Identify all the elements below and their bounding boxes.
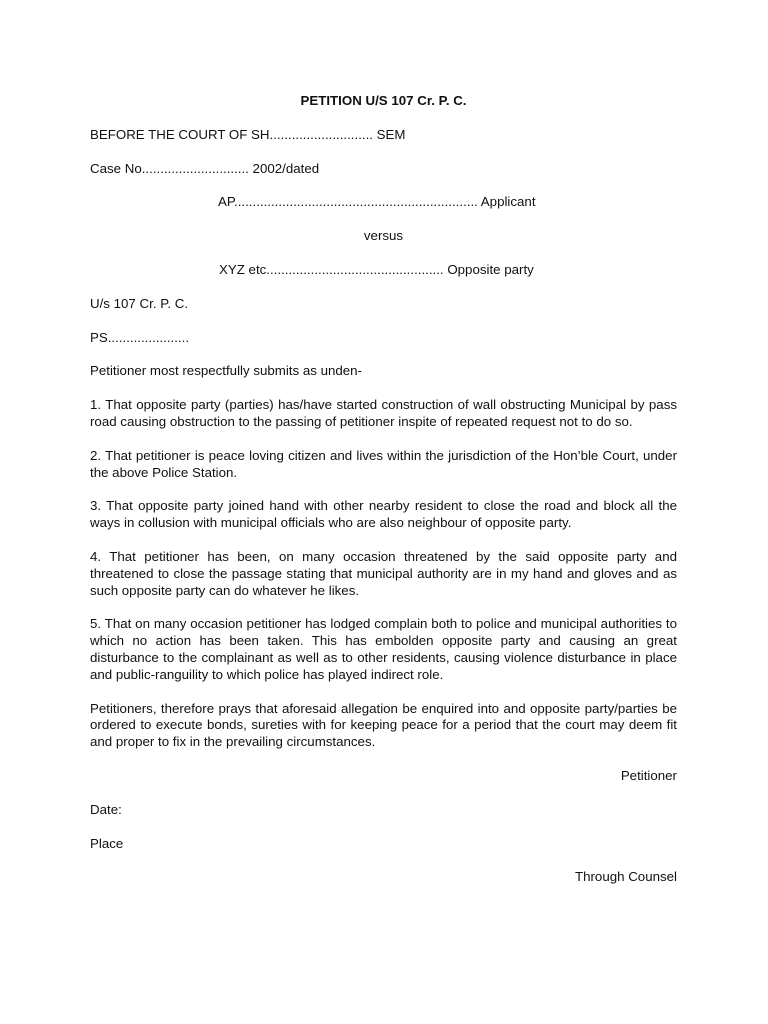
- court-line: BEFORE THE COURT OF SH............................ SEM: [90, 126, 406, 142]
- place-label: Place: [90, 835, 124, 851]
- date-label: Date:: [90, 801, 122, 817]
- paragraph-2: 2. That petitioner is peace loving citizen and lives within the jurisdiction of the Hon’ble Court, under the above Police Station.: [90, 447, 677, 480]
- counsel-label: Through Counsel: [574, 869, 677, 885]
- paragraph-1: 1. That opposite party (parties) has/have started construction of wall obstructing Municipal by pass road causing obstruction to the passing of petitioner inspite of repeated request not to do so.: [90, 397, 677, 429]
- document-title: PETITION U/S 107 Cr. P. C.: [300, 93, 467, 108]
- paragraph-5: 5. That on many occasion petitioner has lodged complain both to police and municipal authorities to which no action has been taken. This has embolden opposite party and causing an great disturbance to the complainant as well as to other residents, causing violence disturbance in place and public-ranguility to which police has played indirect role.: [90, 616, 677, 682]
- applicant-line: AP.................................................................. Applicant: [218, 194, 536, 210]
- section-line: U/s 107 Cr. P. C.: [90, 295, 189, 311]
- paragraph-4: 4. That petitioner has been, on many occasion threatened by the said opposite party and threatened to close the passage stating that municipal authority are in my hand and gloves and as such opposite party can do whatever he likes.: [90, 548, 677, 598]
- prayer-paragraph: Petitioners, therefore prays that aforesaid allegation be enquired into and opposite party/parties be ordered to execute bonds, sureties with for keeping peace for a period that the court may deem fit and proper to fix in the prevailing circumstances.: [90, 700, 677, 750]
- versus-line: versus: [363, 228, 404, 244]
- case-line: Case No............................. 2002/dated: [90, 160, 320, 176]
- intro-line: Petitioner most respectfully submits as unden-: [90, 363, 362, 379]
- police-station-line: PS......................: [90, 329, 190, 345]
- document-page: [90, 93, 677, 903]
- opposite-party-line: XYZ etc................................................ Opposite party: [219, 261, 534, 277]
- paragraph-3: 3. That opposite party joined hand with other nearby resident to close the road and block all the ways in collusion with municipal officials who are also neighbour of opposite party.: [90, 498, 677, 531]
- petitioner-label: Petitioner: [620, 767, 677, 783]
